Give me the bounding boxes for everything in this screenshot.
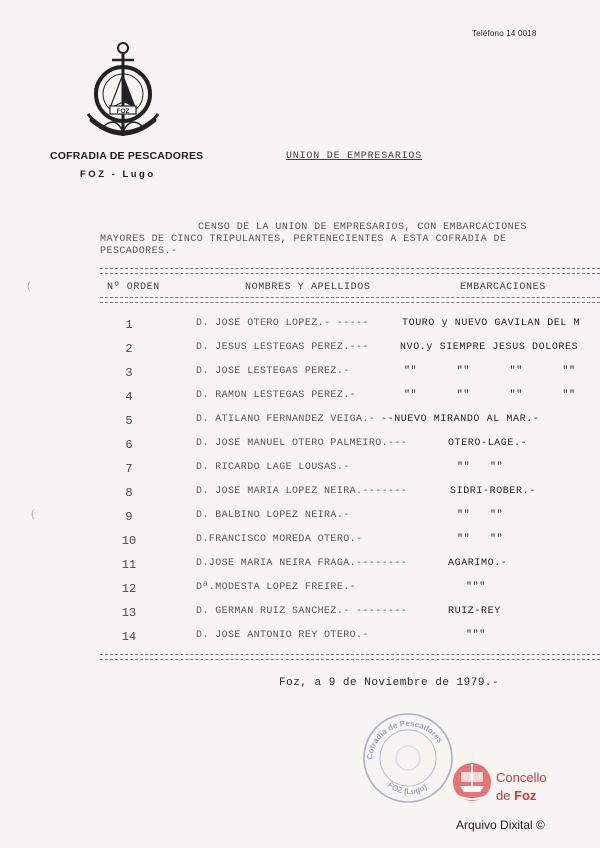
vessel-ditto: "" "" "" "" [404, 366, 576, 377]
member-name: D. JOSE OTERO LOPEZ.- ----- [196, 318, 369, 329]
member-name: D. RAMON LESTEGAS PEREZ.- [196, 390, 357, 401]
svg-text:FOZ: FOZ [116, 108, 130, 115]
cofradia-seal-icon [86, 36, 160, 144]
member-name: D. JOSE MANUEL OTERO PALMEIRO.--- [196, 438, 408, 449]
table-row [0, 318, 600, 336]
table-row [0, 390, 600, 408]
member-name: D.JOSE MARIA NEIRA FRAGA.-------- [196, 558, 408, 569]
row-number: 14 [121, 630, 137, 644]
intro-line-1: CENSO DE LA UNION DE EMPRESARIOS, CON EMBARCACIONES [198, 222, 527, 233]
row-number: 12 [121, 582, 137, 596]
vessel-name: AGARIMO.- [448, 558, 508, 569]
member-name: D. JOSE LESTEGAS PEREZ.- [196, 366, 350, 377]
member-name: D. JESUS LESTEGAS PEREZ.--- [196, 342, 369, 353]
table-row [0, 534, 600, 552]
column-header-embarcaciones: EMBARCACIONES [460, 282, 546, 293]
table-row [0, 630, 600, 648]
archive-credit: Arquivo Dixital © [456, 818, 545, 832]
vessel-name: --NUEVO MIRANDO AL MAR.- [381, 414, 540, 425]
intro-line-3: PESCADORES.- [100, 246, 178, 257]
table-row [0, 342, 600, 360]
row-number: 9 [125, 510, 133, 524]
member-name: D. JOSE MARIA LOPEZ NEIRA.------- [196, 486, 408, 497]
document-title: UNION DE EMPRESARIOS [286, 151, 423, 162]
vessel-ditto: """ [466, 630, 486, 641]
member-name: D. RICARDO LAGE LOUSAS.- [196, 462, 350, 473]
table-row [0, 462, 600, 480]
vessel-name: SIDRI-ROBER.- [450, 486, 536, 497]
member-name: D.FRANCISCO MOREDA OTERO.- [196, 534, 363, 545]
intro-line-2: MAYORES DE CINCO TRIPULANTES, PERTENECIENTES A ESTA COFRADIA DE [100, 234, 507, 245]
svg-text:Cofradía de Pescadores: Cofradía de Pescadores [365, 718, 445, 761]
margin-mark: ( [30, 510, 37, 521]
vessel-ditto: "" "" "" "" [404, 390, 576, 401]
member-name: D. JOSE ANTONIO REY OTERO.- [196, 630, 369, 641]
vessel-name: TOURO y NUEVO GAVILAN DEL M [402, 318, 581, 329]
row-number: 2 [125, 342, 133, 356]
row-number: 7 [125, 462, 133, 476]
concello-foz-logo [452, 756, 562, 818]
table-row [0, 558, 600, 576]
member-name: D. ATILANO FERNANDEZ VEIGA.- [196, 414, 376, 425]
phone-number: Teléfono 14 0018 [472, 29, 537, 38]
intro-paragraph [100, 222, 600, 258]
table-row [0, 486, 600, 504]
vessel-ditto: "" "" [457, 534, 504, 545]
row-number: 8 [125, 486, 133, 500]
column-header-orden: Nº ORDEN [107, 282, 160, 293]
vessel-name: RUIZ-REY [448, 606, 501, 617]
table-row [0, 582, 600, 600]
header-bottom-rule [100, 297, 600, 303]
vessel-ditto: "" "" [457, 462, 504, 473]
member-name: D. BALBINO LOPEZ NEIRA.- [196, 510, 350, 521]
organization-name: COFRADIA DE PESCADORES [50, 150, 204, 162]
table-row [0, 438, 600, 456]
table-row [0, 414, 600, 432]
margin-mark: ( [26, 282, 33, 293]
svg-text:FOZ (Lugo): FOZ (Lugo) [386, 780, 429, 797]
row-number: 5 [125, 414, 133, 428]
row-number: 11 [121, 558, 137, 572]
seal-ring-text: COFRADIA DE PESCADORES [92, 64, 146, 92]
table-row [0, 606, 600, 624]
svg-text:Foz: Foz [514, 788, 537, 803]
signature-date: Foz, a 9 de Noviembre de 1979.- [279, 677, 500, 689]
table-row [0, 510, 600, 528]
vessel-name: NVO.y SIEMPRE JESUS DOLORES [400, 342, 579, 353]
member-name: Dª.MODESTA LOPEZ FREIRE.- [196, 582, 357, 593]
vessel-name: OTERO-LAGE.- [448, 438, 528, 449]
cofradia-stamp-icon [356, 704, 460, 808]
table-top-rule [100, 268, 600, 274]
row-number: 13 [121, 606, 137, 620]
row-number: 1 [125, 318, 133, 332]
row-number: 3 [125, 366, 133, 380]
table-row [0, 366, 600, 384]
vessel-ditto: """ [466, 582, 486, 593]
row-number: 4 [125, 390, 133, 404]
vessel-ditto: "" "" [457, 510, 504, 521]
svg-text:Concello: Concello [496, 770, 547, 785]
row-number: 10 [121, 534, 137, 548]
row-number: 6 [125, 438, 133, 452]
organization-place: FOZ - Lugo [80, 169, 156, 180]
table-bottom-rule [100, 654, 600, 660]
column-header-nombres: NOMBRES Y APELLIDOS [245, 282, 371, 293]
svg-text:de: de [496, 788, 511, 803]
member-name: D. GERMAN RUIZ SANCHEZ.- -------- [196, 606, 408, 617]
